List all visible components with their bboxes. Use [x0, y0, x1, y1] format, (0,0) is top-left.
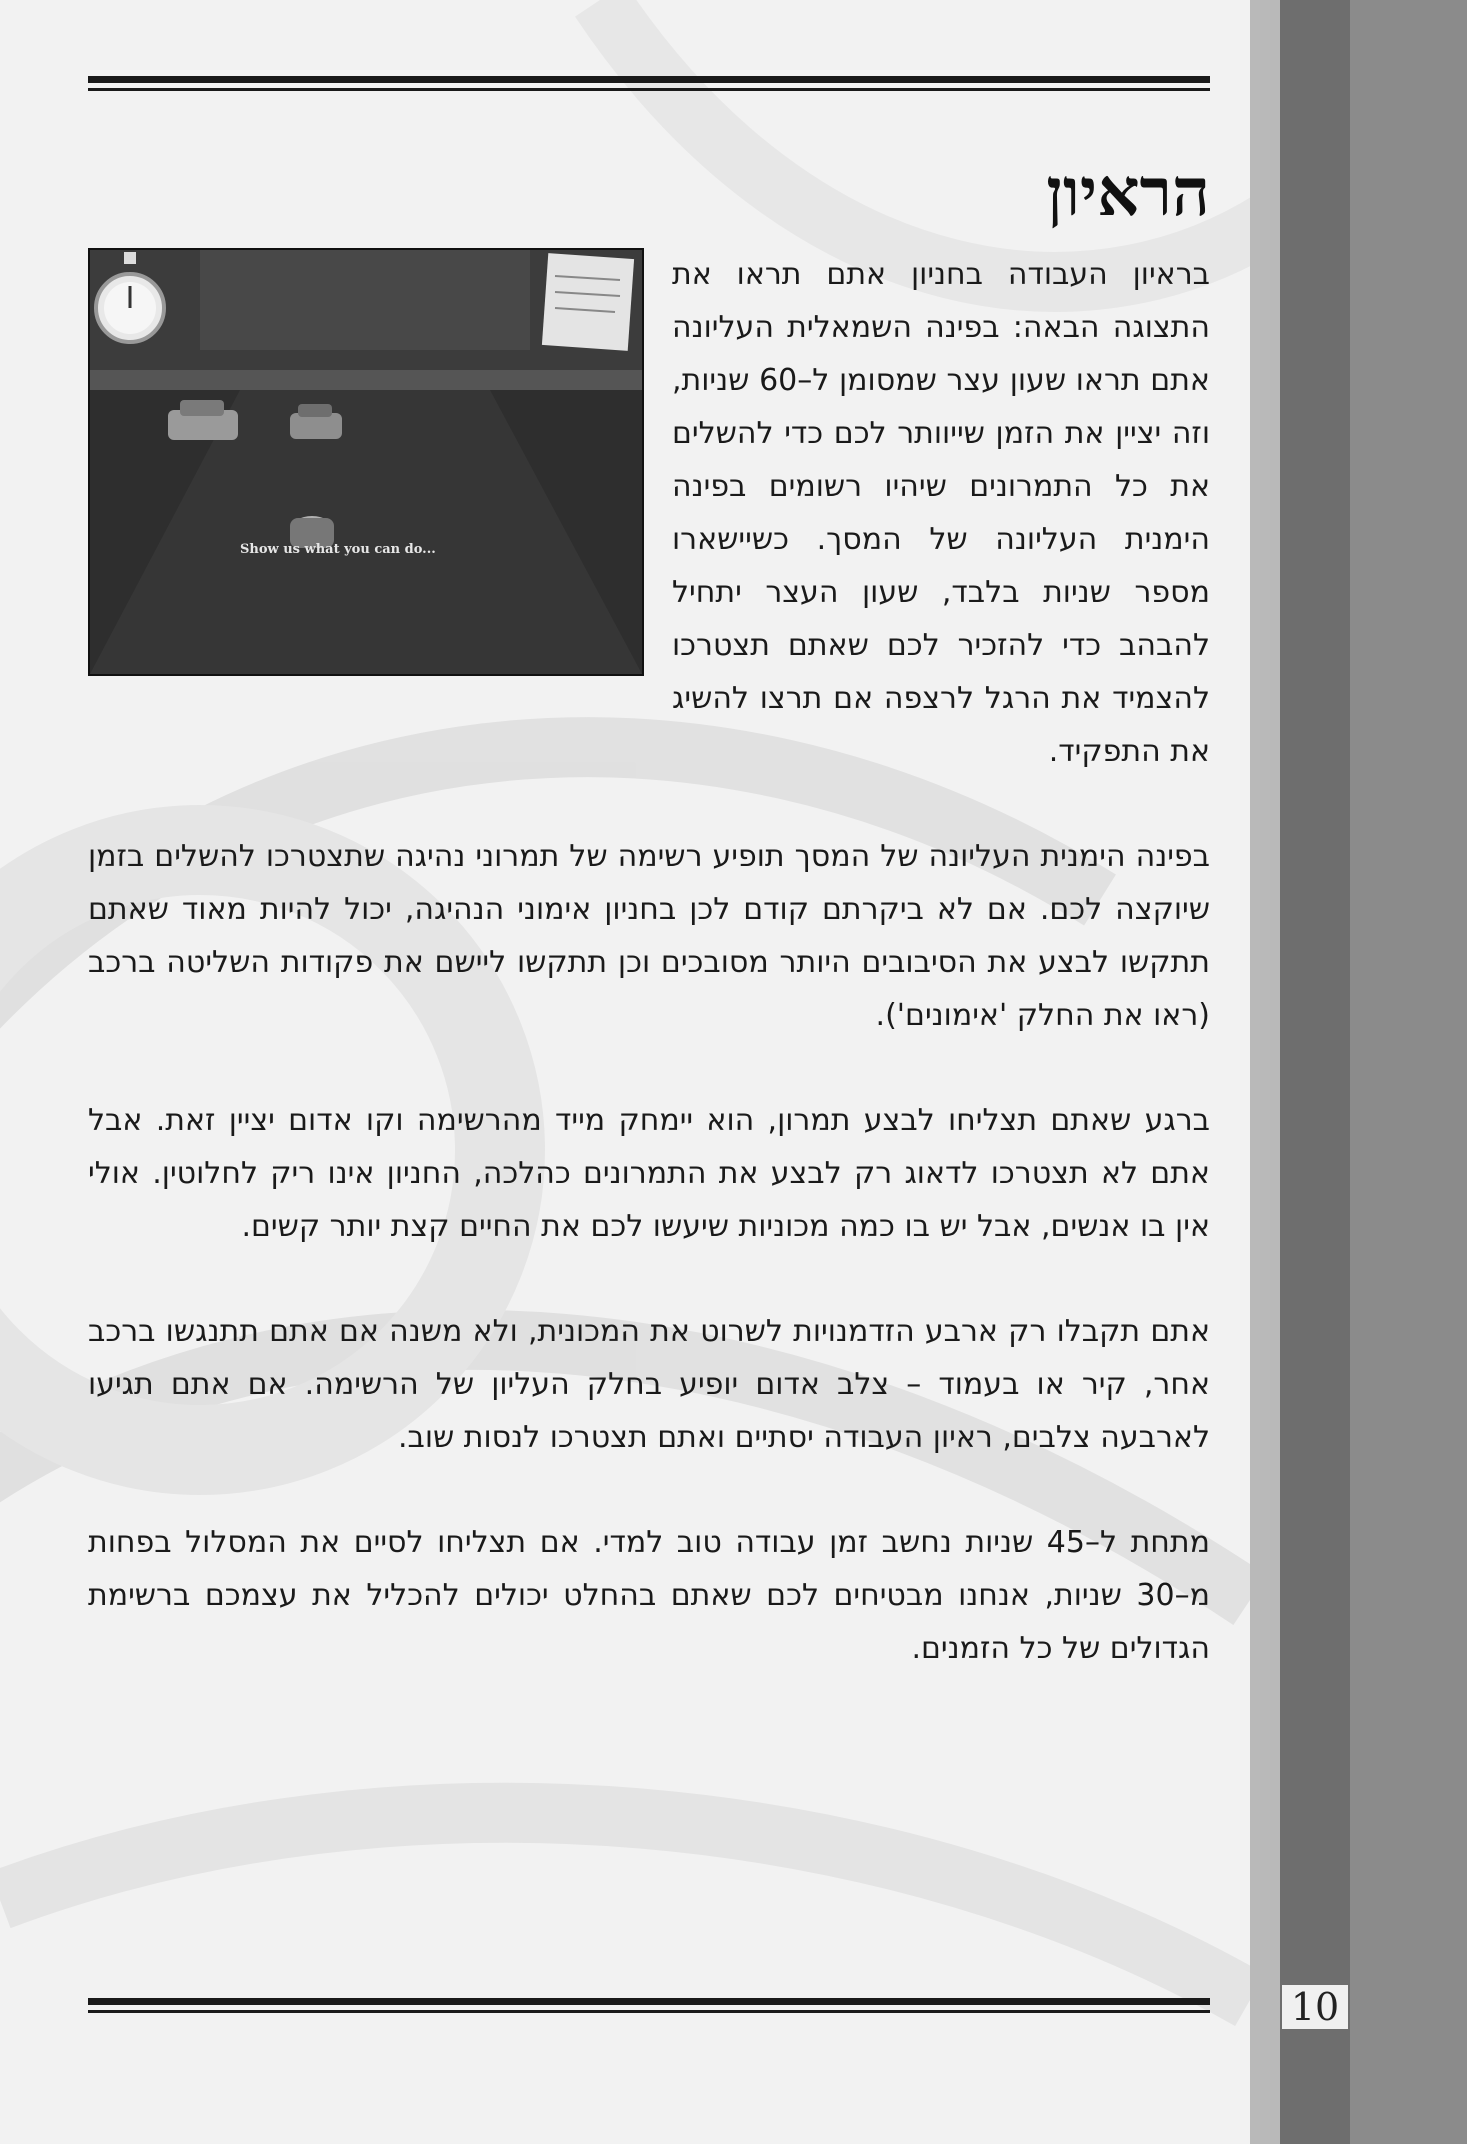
bottom-rule	[88, 1998, 1210, 2013]
screenshot-caption: Show us what you can do...	[240, 542, 436, 557]
page-content	[88, 150, 1210, 1727]
paragraph-1: בראיון העבודה בחניון אתם תראו את התצוגה הבאה: בפינה השמאלית העליונה אתם תראו שעון עצר שמסומן ל–60 שניות, וזה יציין את הזמן שייוותר לכם כדי להשלים את כל התמרונים שיהיו רשומים בפינה הימנית העליונה של המסך. כשיישארו מספר שניות בלבד, שעון העצר יתחיל להבהב כדי להזכיר לכם שאתם תצטרכו להצמיד את הרגל לרצפה אם תרצו להשיג את התפקיד.	[672, 257, 1210, 769]
game-screenshot-art	[90, 250, 642, 674]
top-rule	[88, 76, 1210, 91]
page-title: הראיון	[1046, 153, 1210, 231]
paragraph-4: אתם תקבלו רק ארבע הזדמנויות לשרוט את המכונית, ולא משנה אם אתם תתנגשו ברכב אחר, קיר או בעמוד – צלב אדום יופיע בחלק העליון של הרשימה. אם אתם תגיעו לארבעה צלבים, ראיון העבודה יסתיים ואתם תצטרכו לנסות שוב.	[88, 1314, 1210, 1455]
paragraph-2: בפינה הימנית העליונה של המסך תופיע רשימה של תמרוני נהיגה שתצטרכו להשלים בזמן שיוקצה לכם. אם לא ביקרתם קודם לכן בחניון אימוני הנהיגה, יכול להיות מאוד שאתם תתקשו לבצע את הסיבובים היותר מסובכים וכן תתקשו ליישם את פקודות השליטה ברכב (ראו את החלק 'אימונים').	[88, 839, 1210, 1033]
paragraph-3: ברגע שאתם תצליחו לבצע תמרון, הוא יימחק מייד מהרשימה וקו אדום יציין זאת. אבל אתם לא תצטרכו לדאוג רק לבצע את התמרונים כהלכה, החניון אינו ריק לחלוטין. אולי אין בו אנשים, אבל יש בו כמה מכוניות שיעשו לכם את החיים קצת יותר קשים.	[88, 1103, 1210, 1244]
side-bar-edge	[1350, 0, 1467, 2144]
side-bar-dark	[1280, 0, 1350, 2144]
paragraph-5: מתחת ל–45 שניות נחשב זמן עבודה טוב למדי. אם תצליחו לסיים את המסלול בפחות מ–30 שניות, אנחנו מבטיחים לכם שאתם בהחלט יכולים להכליל את עצמכם ברשימת הגדולים של כל הזמנים.	[88, 1525, 1210, 1666]
page-number: 10	[1282, 1985, 1348, 2029]
game-screenshot	[88, 248, 644, 676]
paper-note-icon	[542, 253, 634, 351]
side-bar-light	[1250, 0, 1280, 2144]
